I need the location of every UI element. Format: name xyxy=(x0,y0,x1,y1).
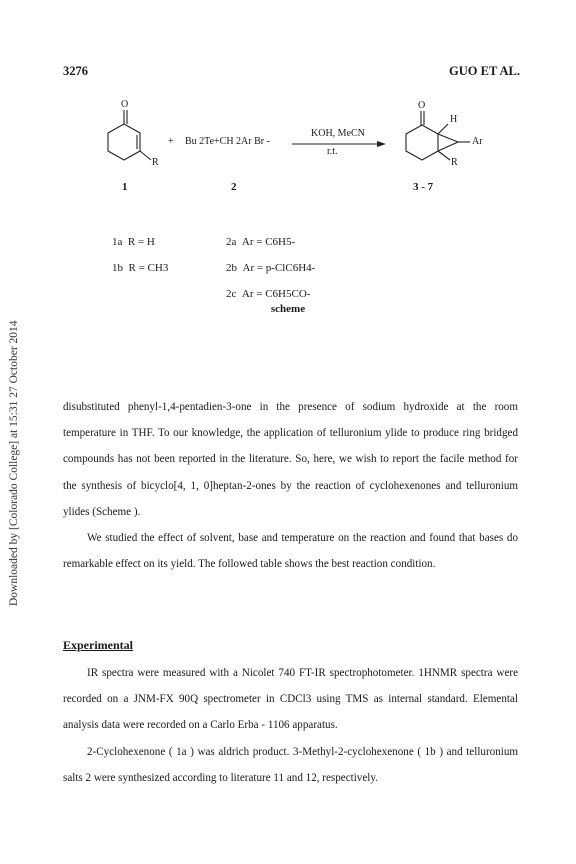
conditions-top: KOH, MeCN xyxy=(311,128,365,139)
experimental-section xyxy=(63,660,518,791)
cyclohexenone-structure xyxy=(108,110,151,160)
reaction-scheme xyxy=(0,0,576,360)
atom-h: H xyxy=(450,114,458,125)
compound-label-1: 1 xyxy=(122,181,128,193)
intro-paragraph-2: We studied the effect of solvent, base and temperature on the reaction and found that bases do remarkable effect on its yield. The followed table shows the best reaction condition. xyxy=(63,532,518,571)
definition-1a: 1a R = H xyxy=(112,236,155,248)
bicyclic-product-structure xyxy=(406,111,470,160)
running-head: GUO ET AL. xyxy=(449,64,520,78)
atom-oxygen-1: O xyxy=(121,99,129,110)
experimental-paragraph-1: IR spectra were measured with a Nicolet 740 FT-IR spectrophotometer. 1HNMR spectra were recorded on a JNM-FX 90Q spectrometer in CDCl3 using TMS as internal standard. Elemental analysis data were recorded on a Carlo Erba - 1106 apparatus. xyxy=(63,667,518,732)
definition-2c: 2c Ar = C6H5CO- xyxy=(226,288,311,300)
plus-sign: + xyxy=(168,136,174,147)
intro-paragraph xyxy=(63,394,518,577)
compound-label-2: 2 xyxy=(231,181,237,193)
definition-2a: 2a Ar = C6H5- xyxy=(226,236,296,248)
download-watermark: Downloaded by [Colorado College] at 15:31 27 October 2014 xyxy=(8,320,20,606)
conditions-bottom: r.t. xyxy=(327,146,338,157)
page-number: 3276 xyxy=(63,64,88,78)
reaction-arrow xyxy=(292,141,386,147)
compound-label-3-7: 3 - 7 xyxy=(413,181,434,193)
telluronium-reagent: Bu 2Te+CH 2Ar Br - xyxy=(185,136,270,147)
experimental-paragraph-2: 2-Cyclohexenone ( 1a ) was aldrich product. 3-Methyl-2-cyclohexenone ( 1b ) and telluronium salts 2 were synthesized according to literature 11 and 12, respectively. xyxy=(63,745,518,784)
intro-paragraph-1: disubstituted phenyl-1,4-pentadien-3-one in the presence of sodium hydroxide at the room temperature in THF. To our knowledge, the application of telluronium ylide to produce ring bridged compounds has not been reported in the literature. So, here, we wish to report the facile method for the synthesis of bicyclo[4, 1, 0]heptan-2-ones by the reaction of cyclohexenones and telluronium ylides (Scheme ). xyxy=(63,401,518,518)
atom-r-1: R xyxy=(152,157,159,168)
atom-ar: Ar xyxy=(472,136,483,147)
experimental-heading: Experimental xyxy=(63,638,133,652)
definition-1b: 1b R = CH3 xyxy=(112,262,169,274)
definition-2b: 2b Ar = p-ClC6H4- xyxy=(226,262,316,274)
scheme-caption: scheme xyxy=(270,303,306,315)
atom-oxygen-2: O xyxy=(418,100,426,111)
atom-r-2: R xyxy=(451,157,458,168)
